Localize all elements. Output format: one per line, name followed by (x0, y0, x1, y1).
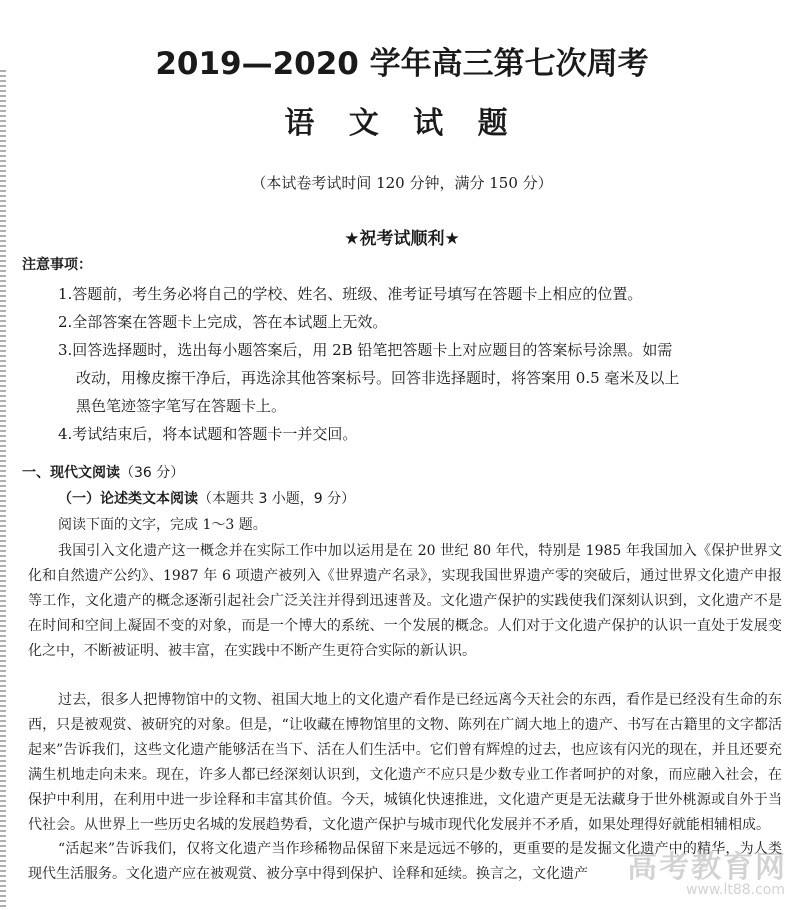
passage-paragraph-3: “活起来”告诉我们，仅将文化遗产当作珍稀物品保留下来是远远不够的，更重要的是发掘文化遗产中的精华，为人类现代生活服务。文化遗产应在被观赏、被分享中得到保护、诠释和延续。换言之，文化遗产 (28, 841, 782, 882)
reading-instruction: 阅读下面的文字，完成 1～3 题。 (58, 517, 267, 533)
watermark-text: 高考教育网 (627, 850, 787, 885)
good-luck-banner: ★祝考试顺利★ (344, 229, 460, 249)
attention-item-3-cont-1: 改动，用橡皮擦干净后，再选涂其他答案标号。回答非选择题时，将答案用 0.5 毫米及以上 (76, 369, 680, 387)
watermark-url: www.lt88.com (685, 882, 785, 898)
passage-paragraph-2: 过去，很多人把博物馆中的文物、祖国大地上的文化遗产看作是已经远离今天社会的东西，看作是已经没有生命的东西，只是被观赏、被研究的对象。但是，“让收藏在博物馆里的文物、陈列在广阔大地上的遗产、书写在古籍里的文字都活起来”告诉我们，这些文化遗产能够活在当下、活在人们生活中。它们曾有辉煌的过去，也应该有闪光的现在，并且还要充满生机地走向未来。现在，许多人都已经深刻认识到，文化遗产不应只是少数专业工作者呵护的对象，而应融入社会，在保护中利用，在利用中进一步诠释和丰富其价值。今天，城镇化快速推进，文化遗产更是无法藏身于世外桃源或自外于当代社会。从世界上一些历史名城的发展趋势看，文化遗产保护与城市现代化发展并不矛盾，如果处理得好就能相辅相成。 (28, 692, 782, 833)
attention-item-1: 1.答题前，考生务必将自己的学校、姓名、班级、准考证号填写在答题卡上相应的位置。 (58, 285, 643, 303)
section-title: 一、现代文阅读 (22, 465, 120, 481)
attention-item-2: 2.全部答案在答题卡上完成，答在本试题上无效。 (58, 313, 388, 331)
exam-subject: 语 文 试 题 (284, 106, 520, 141)
binding-margin (0, 70, 6, 910)
attention-list (58, 280, 778, 448)
section-heading (22, 462, 184, 482)
passage-paragraph-1: 我国引入文化遗产这一概念并在实际工作中加以运用是在 20 世纪 80 年代，特别是 1985 年我国加入《保护世界文化和自然遗产公约》、1987 年 6 项遗产被列入《世界遗产名录》，实现我国世界遗产零的突破后，通过世界文化遗产申报等工作，文化遗产的概念逐渐引起社会广泛关注并得到迅速普及。文化遗产保护的实践使我们深刻认识到，文化遗产不是在时间和空间上凝固不变的对象，而是一个博大的系统、一个发展的概念。人们对于文化遗产保护的认识一直处于发展变化之中，不断被证明、被丰富，在实践中不断产生更符合实际的新认识。 (28, 543, 782, 659)
subsection-heading (58, 488, 355, 508)
section-points: （36 分） (120, 465, 185, 481)
subsection-info: （本题共 3 小题，9 分） (198, 491, 356, 507)
attention-heading: 注意事项： (22, 257, 92, 273)
attention-item-3-cont-2: 黑色笔迹签字笔写在答题卡上。 (76, 397, 287, 415)
site-watermark-logo (627, 840, 795, 906)
attention-item-4: 4.考试结束后，将本试题和答题卡一并交回。 (58, 425, 358, 443)
exam-time-note: （本试卷考试时间 120 分钟，满分 150 分） (251, 174, 553, 192)
exam-title: 2019—2020 学年高三第七次周考 (155, 46, 649, 82)
subsection-title: （一）论述类文本阅读 (58, 491, 198, 507)
attention-item-3: 3.回答选择题时，选出每小题答案后，用 2B 铅笔把答题卡上对应题目的答案标号涂黑。如需 (58, 341, 673, 359)
